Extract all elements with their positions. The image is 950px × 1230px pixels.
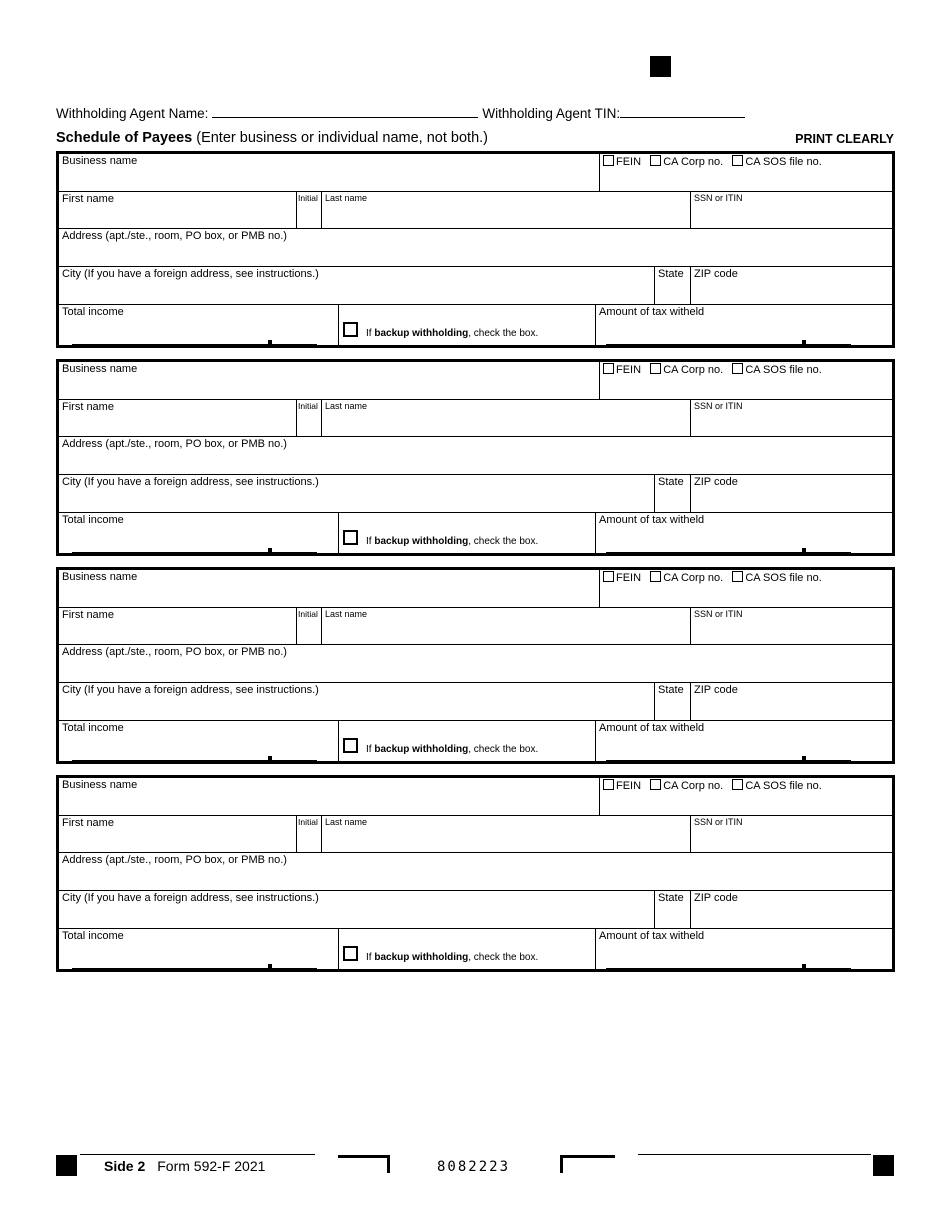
ca-sos-checkbox[interactable] bbox=[732, 155, 743, 166]
address-field[interactable] bbox=[59, 853, 892, 890]
ca-corp-checkbox[interactable] bbox=[650, 363, 661, 374]
decimal-marker bbox=[802, 964, 806, 968]
city-label: City (If you have a foreign address, see instructions.) bbox=[62, 684, 319, 696]
footer-side: Side 2 bbox=[104, 1158, 146, 1174]
first-name-field[interactable] bbox=[59, 192, 296, 228]
total-income-field[interactable] bbox=[59, 513, 338, 553]
total-income-label: Total income bbox=[62, 306, 124, 318]
initial-label: Initial bbox=[298, 817, 318, 827]
bw-bold: backup withholding bbox=[374, 952, 469, 963]
tax-withheld-field[interactable] bbox=[596, 721, 892, 761]
id-type-group bbox=[600, 570, 892, 607]
backup-withholding-text bbox=[366, 952, 538, 963]
ssn-itin-field[interactable] bbox=[691, 400, 892, 436]
address-label: Address (apt./ste., room, PO box, or PMB no.) bbox=[62, 646, 287, 658]
total-income-line bbox=[72, 551, 317, 553]
decimal-marker bbox=[802, 340, 806, 344]
city-field[interactable] bbox=[59, 891, 654, 928]
backup-withholding-text bbox=[366, 744, 538, 755]
payee-block bbox=[56, 151, 895, 348]
tax-withheld-label: Amount of tax witheld bbox=[599, 306, 705, 318]
form-code: 8082223 bbox=[437, 1159, 511, 1175]
ca-sos-label: CA SOS file no. bbox=[745, 156, 822, 168]
fein-option[interactable] bbox=[603, 364, 641, 376]
schedule-subtitle: (Enter business or individual name, not both.) bbox=[196, 130, 489, 146]
decimal-marker bbox=[268, 756, 272, 760]
scan-bracket-right bbox=[560, 1155, 615, 1173]
payee-block bbox=[56, 567, 895, 764]
zip-label: ZIP code bbox=[694, 684, 738, 696]
state-label: State bbox=[658, 476, 684, 488]
ssn-itin-field[interactable] bbox=[691, 816, 892, 852]
last-name-field[interactable] bbox=[322, 816, 690, 852]
ca-corp-checkbox[interactable] bbox=[650, 155, 661, 166]
tax-withheld-line bbox=[606, 759, 851, 761]
address-label: Address (apt./ste., room, PO box, or PMB no.) bbox=[62, 230, 287, 242]
divider bbox=[338, 513, 339, 553]
ssn-itin-label: SSN or ITIN bbox=[694, 817, 743, 827]
agent-info-line bbox=[56, 103, 745, 121]
fein-option[interactable] bbox=[603, 572, 641, 584]
first-name-label: First name bbox=[62, 193, 114, 205]
city-field[interactable] bbox=[59, 475, 654, 512]
scan-bracket-left bbox=[338, 1155, 390, 1173]
bw-prefix: If bbox=[366, 744, 372, 755]
business-name-field[interactable] bbox=[59, 154, 599, 191]
ca-sos-option[interactable] bbox=[732, 156, 821, 168]
ca-corp-label: CA Corp no. bbox=[663, 156, 724, 168]
divider bbox=[338, 929, 339, 969]
business-name-label: Business name bbox=[62, 155, 138, 167]
tax-withheld-label: Amount of tax witheld bbox=[599, 722, 705, 734]
city-field[interactable] bbox=[59, 683, 654, 720]
first-name-field[interactable] bbox=[59, 400, 296, 436]
divider bbox=[338, 305, 339, 345]
last-name-label: Last name bbox=[325, 817, 368, 827]
footer-mark-left bbox=[56, 1155, 77, 1176]
bw-prefix: If bbox=[366, 328, 372, 339]
fein-option[interactable] bbox=[603, 780, 641, 792]
first-name-label: First name bbox=[62, 817, 114, 829]
state-label: State bbox=[658, 684, 684, 696]
footer-mark-right bbox=[873, 1155, 894, 1176]
backup-withholding-checkbox[interactable] bbox=[343, 946, 358, 961]
backup-withholding-checkbox[interactable] bbox=[343, 530, 358, 545]
decimal-marker bbox=[268, 964, 272, 968]
ca-sos-label: CA SOS file no. bbox=[745, 364, 822, 376]
first-name-label: First name bbox=[62, 401, 114, 413]
ca-corp-option[interactable] bbox=[650, 572, 723, 584]
last-name-label: Last name bbox=[325, 193, 368, 203]
backup-withholding-text bbox=[366, 536, 538, 547]
tax-withheld-label: Amount of tax witheld bbox=[599, 930, 705, 942]
state-field[interactable] bbox=[655, 683, 690, 720]
bw-bold: backup withholding bbox=[374, 744, 469, 755]
address-field[interactable] bbox=[59, 437, 892, 474]
tax-withheld-field[interactable] bbox=[596, 305, 892, 345]
zip-field[interactable] bbox=[691, 267, 892, 304]
state-label: State bbox=[658, 892, 684, 904]
zip-label: ZIP code bbox=[694, 892, 738, 904]
total-income-field[interactable] bbox=[59, 929, 338, 969]
business-name-field[interactable] bbox=[59, 570, 599, 607]
bw-bold: backup withholding bbox=[374, 536, 469, 547]
ca-sos-option[interactable] bbox=[732, 780, 821, 792]
fein-checkbox[interactable] bbox=[603, 155, 614, 166]
ca-sos-option[interactable] bbox=[732, 364, 821, 376]
last-name-field[interactable] bbox=[322, 400, 690, 436]
backup-withholding-checkbox[interactable] bbox=[343, 322, 358, 337]
total-income-line bbox=[72, 343, 317, 345]
initial-label: Initial bbox=[298, 401, 318, 411]
business-name-label: Business name bbox=[62, 571, 138, 583]
footer-rule-left bbox=[80, 1154, 315, 1155]
bw-suffix: , check the box. bbox=[468, 536, 539, 547]
backup-withholding-checkbox[interactable] bbox=[343, 738, 358, 753]
footer-form-id bbox=[104, 1158, 265, 1174]
ca-corp-option[interactable] bbox=[650, 780, 723, 792]
ca-corp-label: CA Corp no. bbox=[663, 572, 724, 584]
address-field[interactable] bbox=[59, 645, 892, 682]
last-name-field[interactable] bbox=[322, 608, 690, 644]
id-type-group bbox=[600, 154, 892, 191]
payee-block bbox=[56, 775, 895, 972]
last-name-label: Last name bbox=[325, 609, 368, 619]
initial-label: Initial bbox=[298, 609, 318, 619]
zip-label: ZIP code bbox=[694, 476, 738, 488]
total-income-label: Total income bbox=[62, 930, 124, 942]
first-name-label: First name bbox=[62, 609, 114, 621]
total-income-line bbox=[72, 759, 317, 761]
footer-form: Form 592-F 2021 bbox=[157, 1158, 266, 1174]
ssn-itin-field[interactable] bbox=[691, 608, 892, 644]
fein-label: FEIN bbox=[616, 780, 642, 792]
city-label: City (If you have a foreign address, see instructions.) bbox=[62, 892, 319, 904]
bw-suffix: , check the box. bbox=[468, 952, 539, 963]
ca-corp-checkbox[interactable] bbox=[650, 571, 661, 582]
schedule-title-bold: Schedule of Payees bbox=[56, 130, 193, 146]
ca-sos-label: CA SOS file no. bbox=[745, 780, 822, 792]
print-clearly-label: PRINT CLEARLY bbox=[795, 132, 894, 146]
fein-label: FEIN bbox=[616, 364, 642, 376]
ca-sos-option[interactable] bbox=[732, 572, 821, 584]
ca-sos-label: CA SOS file no. bbox=[745, 572, 822, 584]
ca-sos-checkbox[interactable] bbox=[732, 363, 743, 374]
address-field[interactable] bbox=[59, 229, 892, 266]
state-field[interactable] bbox=[655, 475, 690, 512]
bw-suffix: , check the box. bbox=[468, 744, 539, 755]
decimal-marker bbox=[268, 548, 272, 552]
state-field[interactable] bbox=[655, 891, 690, 928]
zip-field[interactable] bbox=[691, 475, 892, 512]
initial-field[interactable] bbox=[297, 400, 321, 436]
decimal-marker bbox=[802, 756, 806, 760]
bw-prefix: If bbox=[366, 536, 372, 547]
tax-withheld-field[interactable] bbox=[596, 513, 892, 553]
registration-mark bbox=[650, 56, 671, 77]
id-type-group bbox=[600, 778, 892, 815]
tax-withheld-line bbox=[606, 343, 851, 345]
zip-field[interactable] bbox=[691, 683, 892, 720]
tax-withheld-field[interactable] bbox=[596, 929, 892, 969]
first-name-field[interactable] bbox=[59, 816, 296, 852]
fein-label: FEIN bbox=[616, 572, 642, 584]
business-name-label: Business name bbox=[62, 363, 138, 375]
agent-tin-label: Withholding Agent TIN: bbox=[482, 106, 621, 121]
ca-sos-checkbox[interactable] bbox=[732, 571, 743, 582]
ca-corp-checkbox[interactable] bbox=[650, 779, 661, 790]
total-income-label: Total income bbox=[62, 514, 124, 526]
tax-withheld-line bbox=[606, 967, 851, 969]
ssn-itin-label: SSN or ITIN bbox=[694, 401, 743, 411]
initial-field[interactable] bbox=[297, 816, 321, 852]
address-label: Address (apt./ste., room, PO box, or PMB no.) bbox=[62, 854, 287, 866]
last-name-label: Last name bbox=[325, 401, 368, 411]
fein-label: FEIN bbox=[616, 156, 642, 168]
initial-label: Initial bbox=[298, 193, 318, 203]
ca-corp-option[interactable] bbox=[650, 364, 723, 376]
agent-tin-field[interactable] bbox=[620, 103, 745, 118]
bw-bold: backup withholding bbox=[374, 328, 469, 339]
total-income-field[interactable] bbox=[59, 305, 338, 345]
city-label: City (If you have a foreign address, see instructions.) bbox=[62, 268, 319, 280]
ssn-itin-field[interactable] bbox=[691, 192, 892, 228]
total-income-field[interactable] bbox=[59, 721, 338, 761]
fein-checkbox[interactable] bbox=[603, 571, 614, 582]
business-name-label: Business name bbox=[62, 779, 138, 791]
city-label: City (If you have a foreign address, see instructions.) bbox=[62, 476, 319, 488]
decimal-marker bbox=[802, 548, 806, 552]
id-type-group bbox=[600, 362, 892, 399]
state-field[interactable] bbox=[655, 267, 690, 304]
bw-suffix: , check the box. bbox=[468, 328, 539, 339]
ca-corp-label: CA Corp no. bbox=[663, 364, 724, 376]
total-income-label: Total income bbox=[62, 722, 124, 734]
business-name-field[interactable] bbox=[59, 778, 599, 815]
ssn-itin-label: SSN or ITIN bbox=[694, 609, 743, 619]
first-name-field[interactable] bbox=[59, 608, 296, 644]
footer-rule-right bbox=[638, 1154, 871, 1155]
tax-withheld-line bbox=[606, 551, 851, 553]
tax-withheld-label: Amount of tax witheld bbox=[599, 514, 705, 526]
ssn-itin-label: SSN or ITIN bbox=[694, 193, 743, 203]
decimal-marker bbox=[268, 340, 272, 344]
city-field[interactable] bbox=[59, 267, 654, 304]
ca-corp-option[interactable] bbox=[650, 156, 723, 168]
initial-field[interactable] bbox=[297, 192, 321, 228]
fein-checkbox[interactable] bbox=[603, 779, 614, 790]
zip-field[interactable] bbox=[691, 891, 892, 928]
state-label: State bbox=[658, 268, 684, 280]
address-label: Address (apt./ste., room, PO box, or PMB no.) bbox=[62, 438, 287, 450]
bw-prefix: If bbox=[366, 952, 372, 963]
zip-label: ZIP code bbox=[694, 268, 738, 280]
backup-withholding-text bbox=[366, 328, 538, 339]
initial-field[interactable] bbox=[297, 608, 321, 644]
divider bbox=[338, 721, 339, 761]
fein-checkbox[interactable] bbox=[603, 363, 614, 374]
last-name-field[interactable] bbox=[322, 192, 690, 228]
ca-corp-label: CA Corp no. bbox=[663, 780, 724, 792]
business-name-field[interactable] bbox=[59, 362, 599, 399]
payee-block bbox=[56, 359, 895, 556]
agent-name-label: Withholding Agent Name: bbox=[56, 106, 209, 121]
agent-name-field[interactable] bbox=[212, 103, 478, 118]
ca-sos-checkbox[interactable] bbox=[732, 779, 743, 790]
fein-option[interactable] bbox=[603, 156, 641, 168]
total-income-line bbox=[72, 967, 317, 969]
schedule-title bbox=[56, 130, 488, 146]
